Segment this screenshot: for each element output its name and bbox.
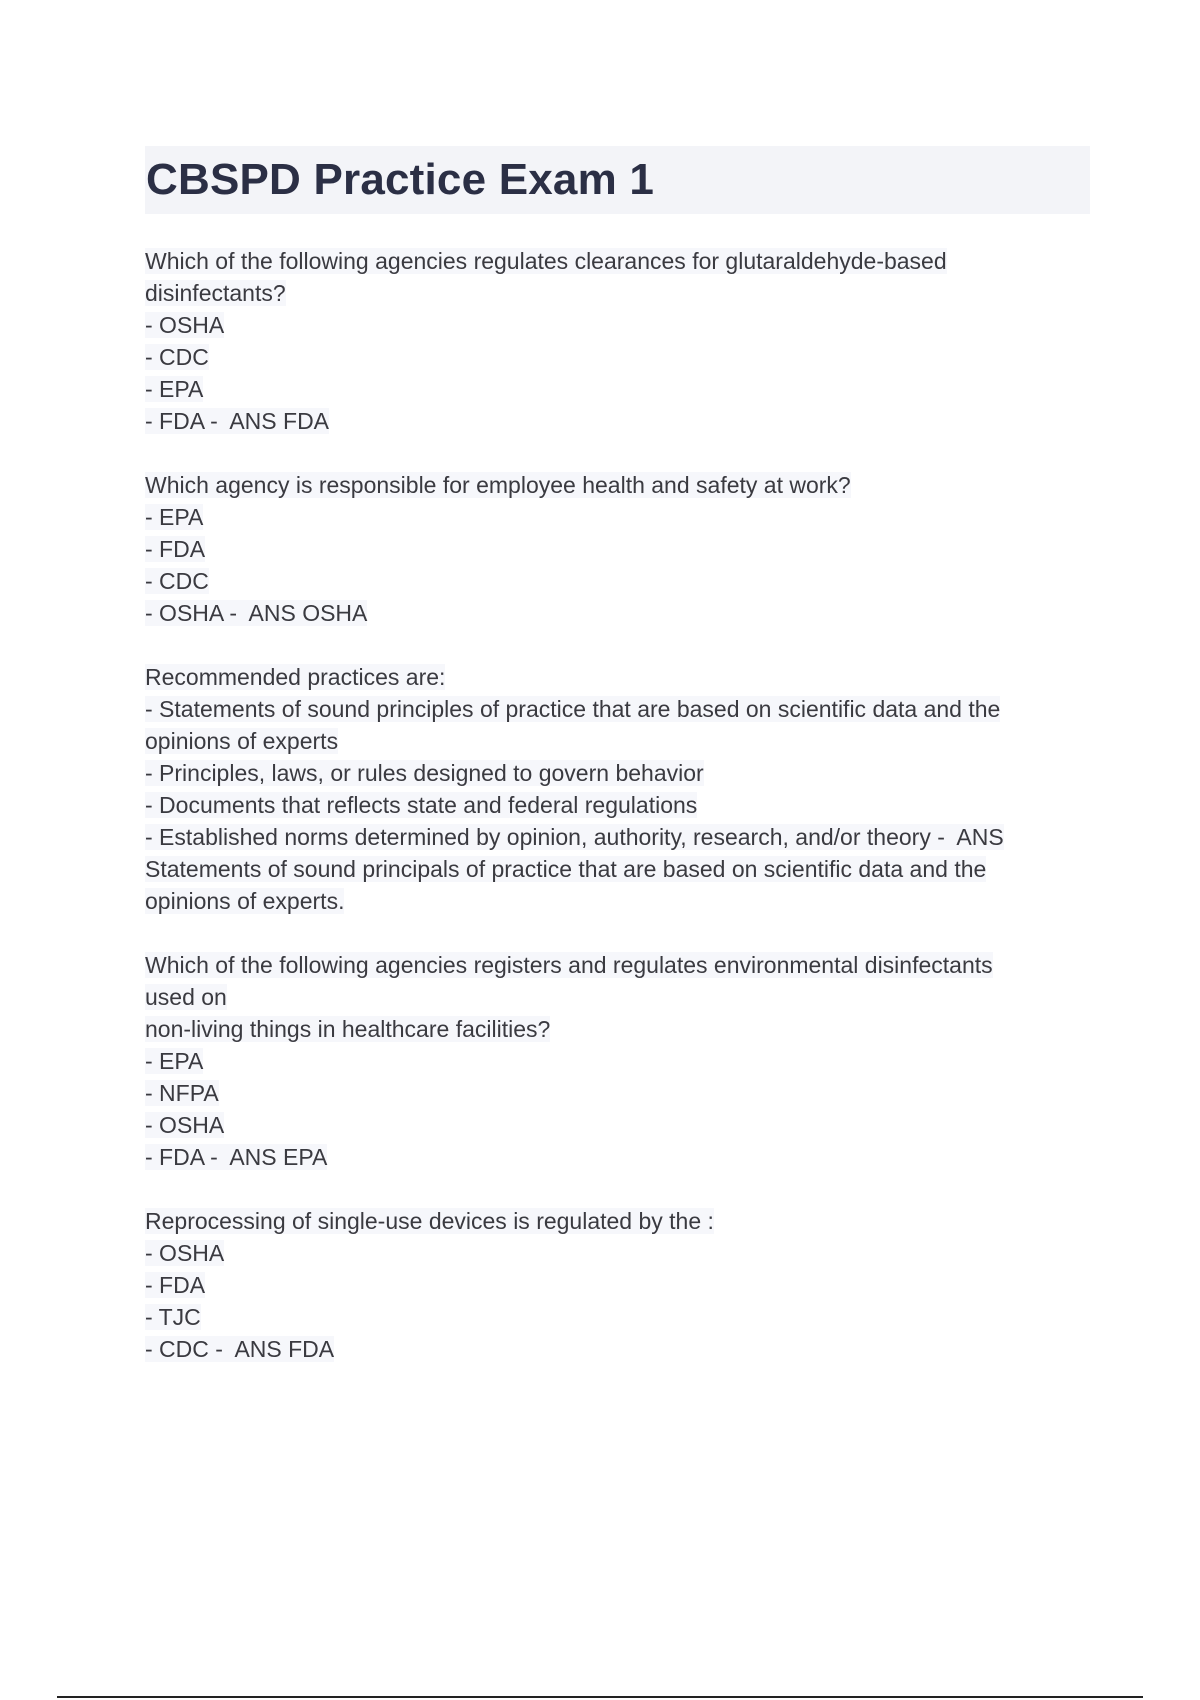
answer-option: - EPA (145, 376, 204, 402)
answer-option: - OSHA (145, 1112, 225, 1138)
question-line: used on (145, 984, 227, 1010)
question-2 (145, 469, 1090, 629)
answer-option: - Statements of sound principles of practice that are based on scientific data and the (145, 696, 1001, 722)
question-line: Reprocessing of single-use devices is regulated by the : (145, 1208, 714, 1234)
answer-option-with-key: - Established norms determined by opinion, authority, research, and/or theory - ANS (145, 824, 1004, 850)
answer-option-with-key: - OSHA - ANS OSHA (145, 600, 368, 626)
page-title: CBSPD Practice Exam 1 (146, 155, 655, 204)
answer-option: - Principles, laws, or rules designed to govern behavior (145, 760, 704, 786)
answer-option-with-key: - CDC - ANS FDA (145, 1336, 335, 1362)
question-line: Recommended practices are: (145, 664, 446, 690)
answer-option: - EPA (145, 1048, 204, 1074)
answer-option: - NFPA (145, 1080, 219, 1106)
question-line: disinfectants? (145, 280, 286, 306)
question-4 (145, 949, 1090, 1173)
answer-option: - OSHA (145, 1240, 225, 1266)
question-list (145, 245, 1090, 1365)
question-1 (145, 245, 1090, 437)
answer-key-line: Statements of sound principals of practice that are based on scientific data and the (145, 856, 987, 882)
title-band (145, 146, 1090, 214)
answer-option: - CDC (145, 568, 209, 594)
answer-option: - FDA (145, 536, 206, 562)
question-line: Which agency is responsible for employee health and safety at work? (145, 472, 851, 498)
answer-option: - TJC (145, 1304, 201, 1330)
question-line: Which of the following agencies registers and regulates environmental disinfectants (145, 952, 993, 978)
answer-option-with-key: - FDA - ANS FDA (145, 408, 330, 434)
answer-option: - FDA (145, 1272, 206, 1298)
answer-key-line: opinions of experts. (145, 888, 345, 914)
answer-option-with-key: - FDA - ANS EPA (145, 1144, 328, 1170)
document-page (145, 146, 1090, 1397)
question-line: non-living things in healthcare facilities? (145, 1016, 551, 1042)
answer-option: - OSHA (145, 312, 225, 338)
question-3 (145, 661, 1090, 917)
answer-option: - EPA (145, 504, 204, 530)
page-bottom-rule (57, 1696, 1143, 1698)
question-line: Which of the following agencies regulates clearances for glutaraldehyde-based (145, 248, 947, 274)
answer-option: - CDC (145, 344, 209, 370)
answer-option: opinions of experts (145, 728, 339, 754)
question-5 (145, 1205, 1090, 1365)
answer-option: - Documents that reflects state and federal regulations (145, 792, 698, 818)
